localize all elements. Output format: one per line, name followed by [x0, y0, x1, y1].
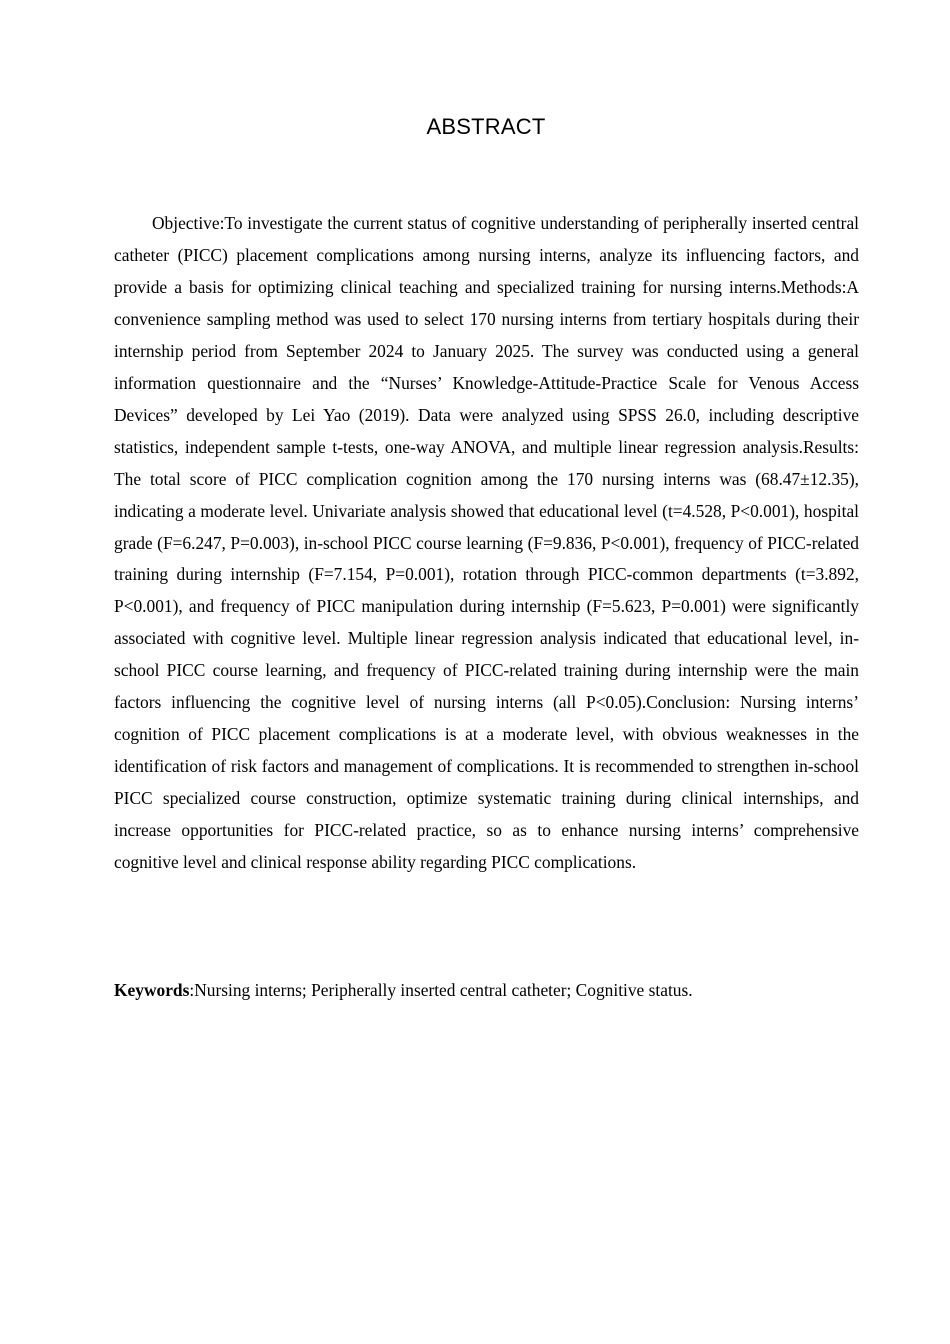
keywords-label: Keywords: [114, 980, 190, 1000]
keywords-list: :Nursing interns; Peripherally inserted central catheter; Cognitive status.: [189, 980, 693, 1000]
abstract-paragraph: Objective:To investigate the current status of cognitive understanding of peripherally inserted central catheter (PICC) placement complications among nursing interns, analyze its influencing factors, and provide a basis for optimizing clinical teaching and specialized training for nursing interns.Methods:A convenience sampling method was used to select 170 nursing interns from tertiary hospitals during their internship period from September 2024 to January 2025. The survey was conducted using a general information questionnaire and the “Nurses’ Knowledge-Attitude-Practice Scale for Venous Access Devices” developed by Lei Yao (2019). Data were analyzed using SPSS 26.0, including descriptive statistics, independent sample t-tests, one-way ANOVA, and multiple linear regression analysis.Results: The total score of PICC complication cognition among the 170 nursing interns was (68.47±12.35), indicating a moderate level. Univariate analysis showed that educational level (t=4.528, P<0.001), hospital grade (F=6.247, P=0.003), in-school PICC course learning (F=9.836, P<0.001), frequency of PICC-related training during internship (F=7.154, P=0.001), rotation through PICC-common departments (t=3.892, P<0.001), and frequency of PICC manipulation during internship (F=5.623, P=0.001) were significantly associated with cognitive level. Multiple linear regression analysis indicated that educational level, in-school PICC course learning, and frequency of PICC-related training during internship were the main factors influencing the cognitive level of nursing interns (all P<0.05).Conclusion: Nursing interns’ cognition of PICC placement complications is at a moderate level, with obvious weaknesses in the identification of risk factors and management of complications. It is recommended to strengthen in-school PICC specialized course construction, optimize systematic training during clinical internships, and increase opportunities for PICC-related practice, so as to enhance nursing interns’ comprehensive cognitive level and clinical response ability regarding PICC complications.: [114, 213, 859, 873]
abstract-heading: ABSTRACT: [426, 114, 546, 139]
keywords-line: [114, 975, 859, 1007]
